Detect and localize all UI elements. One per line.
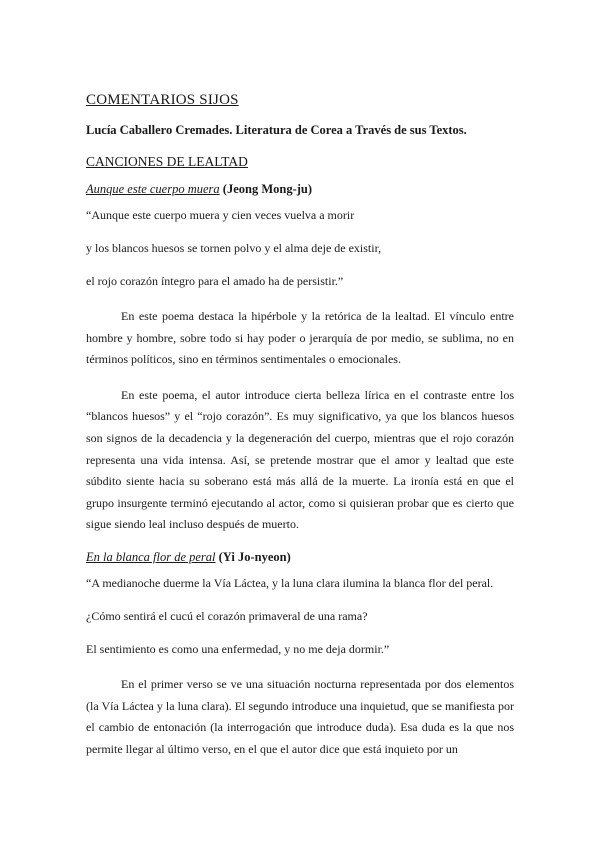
poem-1-commentary-paragraph: En este poema, el autor introduce cierta belleza lírica en el contraste entre los “blancos huesos” y el “rojo corazón”. Es muy significativo, ya que los blancos huesos son signos de la decadencia y la degeneración del cuerpo, mientras que el rojo corazón representa una vida intensa. Así, se pretende mostrar que el amor y lealtad que este súbdito siente hacia su soberano está más allá de la muerte. La ironía está en que el grupo insurgente terminó ejecutando al actor, como si quisieran probar que es cierto que sigue siendo leal incluso después de muerto. bbox=[86, 387, 514, 532]
poem-2-author: (Yi Jo-nyeon) bbox=[218, 549, 291, 564]
section-title: CANCIONES DE LEALTAD bbox=[86, 154, 248, 169]
poem-2-verse: El sentimiento es como una enfermedad, y no me deja dormir.” bbox=[86, 641, 390, 656]
document-title: COMENTARIOS SIJOS bbox=[86, 92, 239, 108]
poem-1-verse: el rojo corazón íntegro para el amado ha de persistir.” bbox=[86, 274, 344, 288]
document-content bbox=[86, 92, 514, 760]
poem-2-commentary-paragraph: En el primer verso se ve una situación nocturna representada por dos elementos (la Vía Láctea y la luna clara). El segundo introduce una inquietud, que se manifiesta por el cambio de entonación (la interrogación que introduce duda). Esa duda es la que nos permite llegar al último verso, en el que el autor dice que está inquieto por un bbox=[86, 676, 514, 756]
poem-1-author: (Jeong Mong-ju) bbox=[222, 182, 313, 196]
poem-2-verse: “A medianoche duerme la Vía Láctea, y la luna clara ilumina la blanca flor del peral. bbox=[86, 575, 494, 590]
poem-1-heading bbox=[86, 182, 514, 197]
poem-2-heading bbox=[86, 550, 514, 565]
poem-1-title: Aunque este cuerpo muera bbox=[86, 182, 220, 196]
poem-1-verse: “Aunque este cuerpo muera y cien veces vuelva a morir bbox=[86, 208, 355, 222]
poem-1-commentary-paragraph: En este poema destaca la hipérbole y la retórica de la lealtad. El vínculo entre hombre y hombre, sobre todo si hay poder o jerarquía de por medio, se sublima, no en términos políticos, sino en términos sentimentales o emocionales. bbox=[86, 309, 514, 367]
poem-2-verse: ¿Cómo sentirá el cucú el corazón primaveral de una rama? bbox=[86, 608, 368, 623]
poem-1-verse: y los blancos huesos se tornen polvo y el alma deje de existir, bbox=[86, 241, 382, 255]
poem-2-title: En la blanca flor de peral bbox=[86, 549, 216, 564]
document-subtitle: Lucía Caballero Cremades. Literatura de Corea a Través de sus Textos. bbox=[86, 123, 467, 137]
